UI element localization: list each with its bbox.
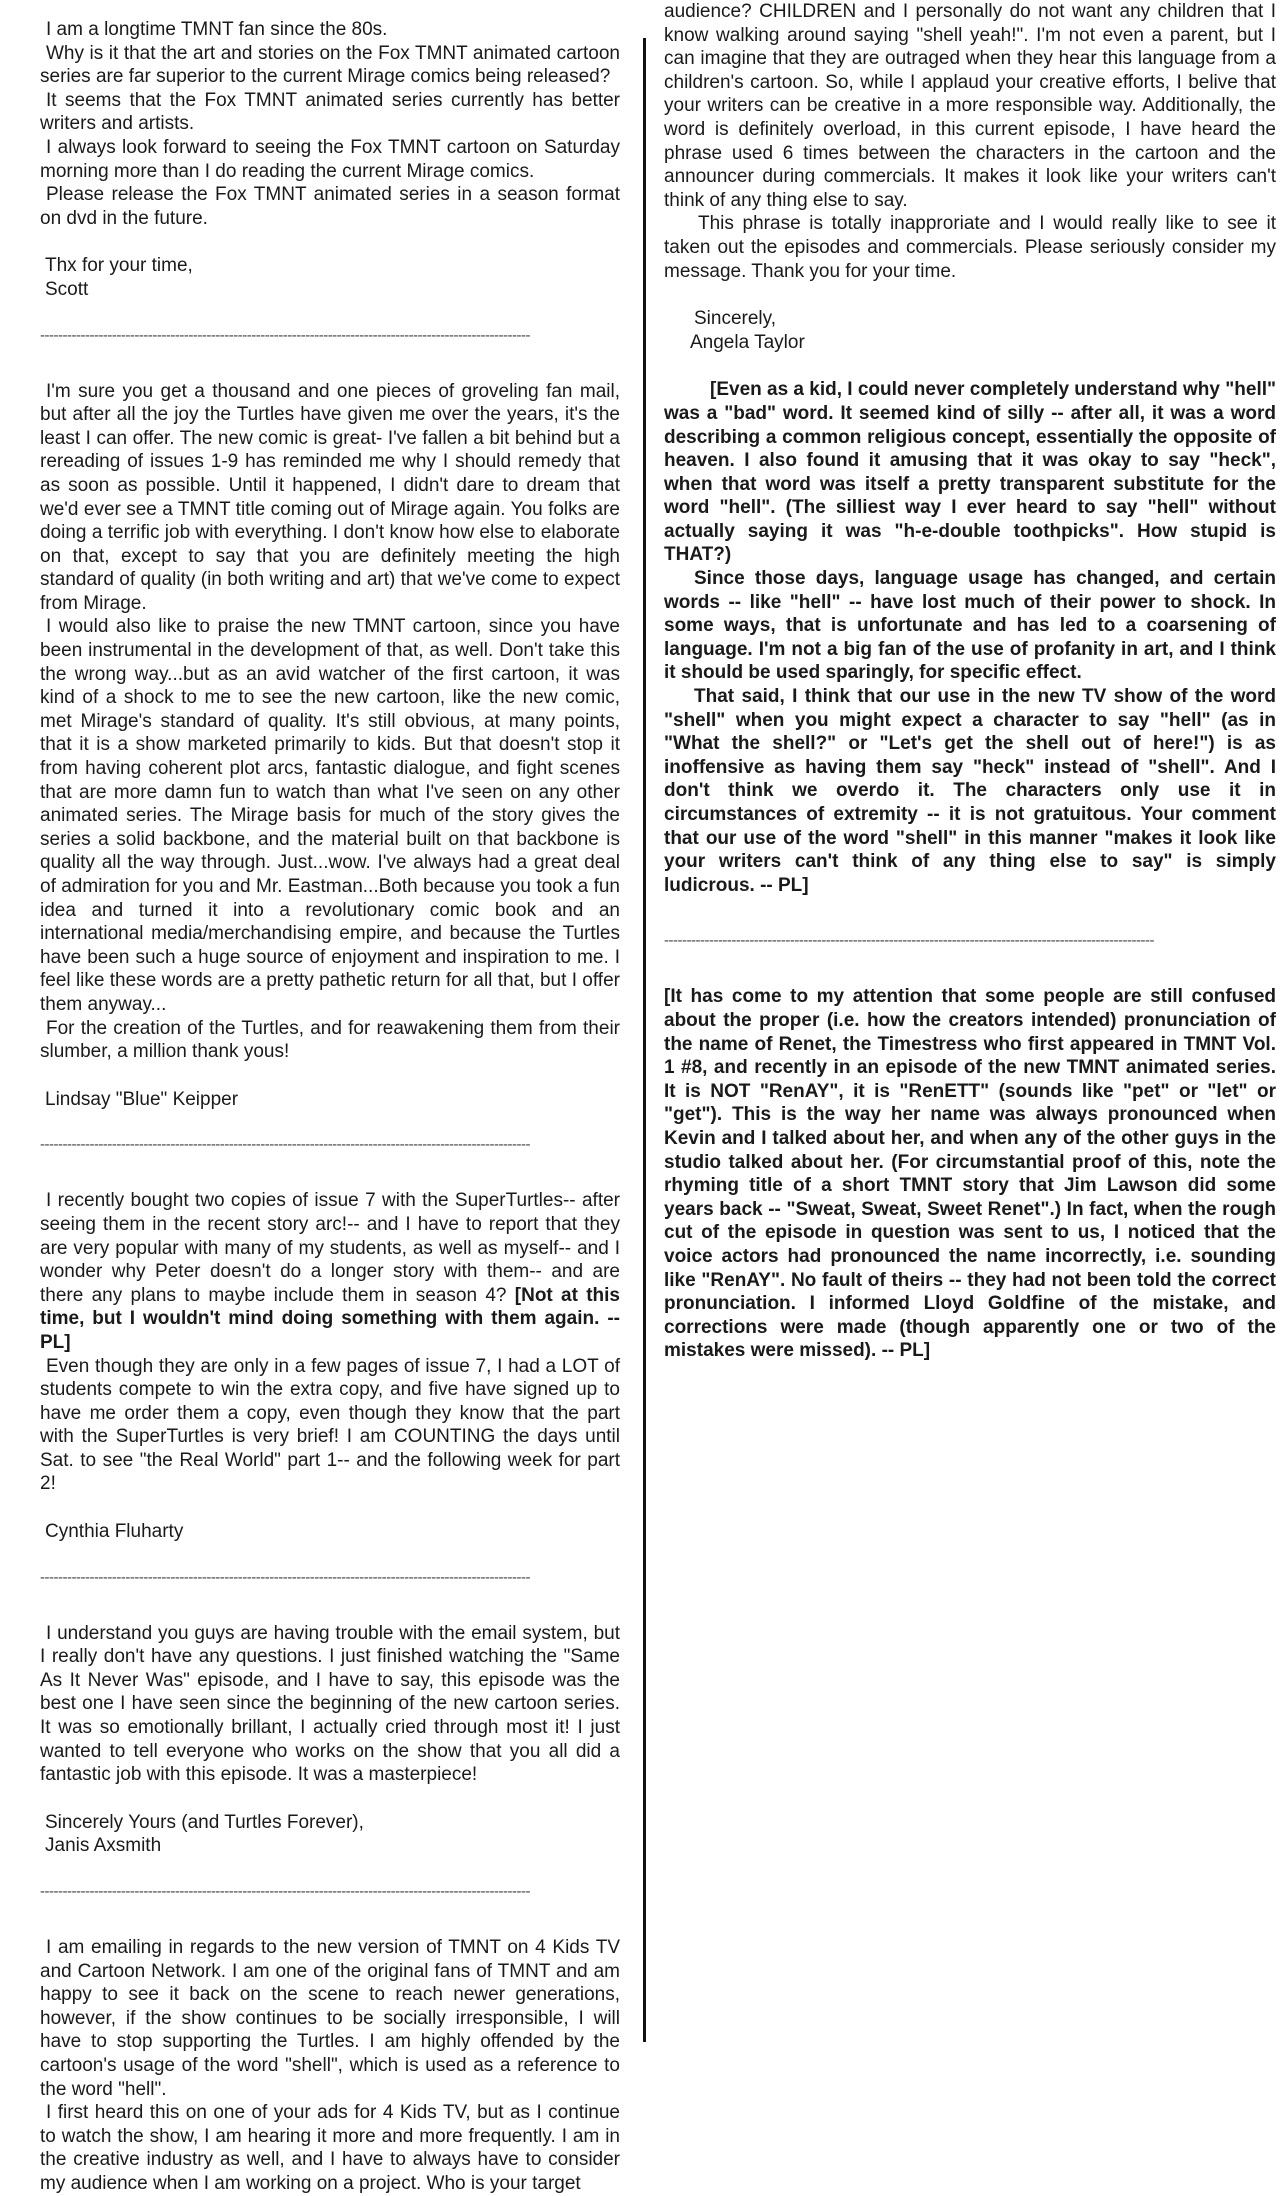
letter-paragraph: For the creation of the Turtles, and for reawakening them from their slumber, a million thank yous!: [40, 1017, 620, 1063]
letter-janis: [40, 1622, 620, 1858]
signature-line: Sincerely,: [694, 308, 777, 330]
left-column: [40, 0, 620, 2196]
letter-text: I recently bought two copies of issue 7 with the SuperTurtles-- after seeing them in the recent story arc!-- and I have to report that they are very popular with many of my students, as well as myself-- and I wonder why Peter doesn't do a longer story with them-- and are there any plans to maybe include them in season 4?: [40, 1190, 620, 1306]
letter-paragraph: I first heard this on one of your ads for 4 Kids TV, but as I continue to watch the show, I am hearing it more and more frequently. I am in the creative industry as well, and I have to always have to consider my audience when I am working on a project. Who is your target: [40, 2102, 620, 2194]
letter-paragraph: I understand you guys are having trouble with the email system, but I really don't have any questions. I just finished watching the "Same As It Never Was" episode, and I have to say, this episode was the best one I have seen since the beginning of the new cartoon series. It was so emotionally brillant, I actually cried through most it! I just wanted to tell everyone who works on the show that you all did a fantastic job with this episode. It was a masterpiece!: [40, 1622, 620, 1786]
signature-name: Scott: [45, 278, 89, 300]
letter-paragraph: I am emailing in regards to the new version of TMNT on 4 Kids TV and Cartoon Network. I am one of the original fans of TMNT and am happy to see it back on the scene to reach newer generations, however, if the show continues to be socially irresponsible, I will have to stop supporting the Turtles. I am highly offended by the cartoon's usage of the word "shell", which is used as a reference to the word "hell".: [40, 1937, 620, 2100]
editor-reply: [Not at this time, but I wouldn't mind doing something with them again. -- PL]: [40, 1284, 620, 1353]
letter-paragraph: I always look forward to seeing the Fox TMNT cartoon on Saturday morning more than I do reading the current Mirage comics.: [40, 136, 620, 182]
signature-name: Lindsay "Blue" Keipper: [45, 1088, 239, 1110]
separator: -------------------------------------------------------------------------------------------------------------: [40, 326, 530, 344]
letter-cynthia: [40, 1189, 620, 1543]
letter-lindsay: [40, 380, 620, 1112]
letter-paragraph: It seems that the Fox TMNT animated series currently has better writers and artists.: [40, 89, 620, 135]
signature-name: Cynthia Fluharty: [45, 1521, 184, 1543]
letter-paragraph: [40, 1189, 620, 1354]
reply-paragraph: Since those days, language usage has changed, and certain words -- like "hell" -- have lost much of their power to shock. In some ways, that is unfortunate and has led to a coarsening of language. I'm not a big fan of the use of profanity in art, and I think it should be used sparingly, for specific effect.: [664, 568, 1276, 684]
separator: -------------------------------------------------------------------------------------------------------------: [40, 1136, 530, 1154]
letter-paragraph: I would also like to praise the new TMNT cartoon, since you have been instrumental in the development of that, as well. Don't take this the wrong way...but as an avid watcher of the first cartoon, it was kind of a shock to me to see the new cartoon, like the new comic, met Mirage's standard of quality. It's still obvious, at many points, that it is a show marketed primarily to kids. But that doesn't stop it from having coherent plot arcs, fantastic dialogue, and fight scenes that are more damn fun to watch than what I've seen on any other animated series. The Mirage basis for much of the story gives the series a solid backbone, and the material built on that backbone is quality all the way through. Just...wow. I've always had a great deal of admiration for you and Mr. Eastman...Both because you took a fun idea and turned it into a revolutionary comic book and an international media/merchandising empire, and because the Turtles have been such a huge source of enjoyment and inspiration to me. I feel like these words are a pretty pathetic return for all that, but I offer them anyway...: [40, 616, 620, 1015]
signature-line: Sincerely Yours (and Turtles Forever),: [45, 1811, 364, 1833]
letter-angela-part2: [664, 0, 1276, 354]
letter-paragraph: I am a longtime TMNT fan since the 80s.: [46, 19, 388, 40]
letter-paragraph: Please release the Fox TMNT animated series in a season format on dvd in the future.: [40, 184, 620, 229]
letter-angela-part1: [40, 1936, 620, 2196]
editor-note-renet: [664, 985, 1276, 1363]
separator: -------------------------------------------------------------------------------------------------------------: [40, 1883, 530, 1900]
letter-paragraph: Why is it that the art and stories on the Fox TMNT animated cartoon series are far superior to the current Mirage comics being released?: [40, 42, 620, 88]
letter-paragraph: This phrase is totally inapproriate and I would really like to see it taken out the episodes and commercials. Please seriously consider my message. Thank you for your time.: [664, 213, 1276, 282]
editor-reply-hell: [664, 378, 1276, 897]
letter-scott: [40, 18, 620, 302]
signature-name: Angela Taylor: [690, 331, 805, 353]
letter-paragraph: I'm sure you get a thousand and one pieces of groveling fan mail, but after all the joy the Turtles have given me over the years, it's the least I can offer. The new comic is great- I've fallen a bit behind but a rereading of issues 1-9 has reminded me why I should remedy that as soon as possible. Until it happened, I didn't dare to dream that we'd ever see a TMNT title coming out of Mirage again. You folks are doing a terrific job with everything. I don't know how else to elaborate on that, except to say that you are definitely meeting the high standard of quality (in both writing and art) that we've come to expect from Mirage.: [40, 380, 620, 614]
separator: -------------------------------------------------------------------------------------------------------------: [40, 1568, 530, 1586]
signature-line: Thx for your time,: [45, 255, 193, 277]
reply-paragraph: That said, I think that our use in the new TV show of the word "shell" when you might expect a character to say "hell" (as in "What the shell?" or "Let's get the shell out of here!") is as inoffensive as having them say "heck" instead of "shell". And I don't think we overdo it. The characters only use it in circumstances of extremity -- it is not gratuitous. Your comment that our use of the word "shell" in this manner "makes it look like your writers can't think of any thing else to say" is simply ludicrous. -- PL]: [664, 686, 1276, 896]
letter-paragraph: Even though they are only in a few pages of issue 7, I had a LOT of students compete to win the extra copy, and five have signed up to have me order them a copy, even though they know that the part with the SuperTurtles is very brief! I am COUNTING the days until Sat. to see "the Real World" part 1-- and the following week for part 2!: [40, 1355, 620, 1495]
signature-name: Janis Axsmith: [45, 1835, 162, 1857]
separator: -------------------------------------------------------------------------------------------------------------: [664, 932, 1154, 950]
letter-paragraph: audience? CHILDREN and I personally do not want any children that I know walking around saying "shell yeah!". I'm not even a parent, but I can imagine that they are outraged when they hear this language from a children's cartoon. So, while I applaud your creative efforts, I belive that your writers can be creative in a more responsible way. Additionally, the word is definitely overload, in this current episode, I have heard the phrase used 6 times between the characters in the cartoon and the announcer during commercials. It makes it look like your writers can't think of any thing else to say.: [664, 1, 1276, 211]
column-divider: [643, 38, 646, 2042]
right-column: [664, 0, 1276, 1363]
reply-paragraph: [Even as a kid, I could never completely understand why "hell" was a "bad" word. It seemed kind of silly -- after all, it was a word describing a common religious concept, essentially the opposite of heaven. I also found it amusing that it was okay to say "heck", when that word was itself a pretty transparent substitute for the word "hell". (The silliest way I ever heard to say "hell" without actually saying it was "h-e-double toothpicks". How stupid is THAT?): [664, 379, 1277, 566]
reply-paragraph: [It has come to my attention that some people are still confused about the proper (i.e. how the creators intended) pronunciation of the name of Renet, the Timestress who first appeared in TMNT Vol. 1 #8, and recently in an episode of the new TMNT animated series. It is NOT "RenAY", it is "RenETT" (sounds like "pet" or "let" or "get"). This is the way her name was always pronounced when Kevin and I talked about her, and when any of the other guys in the studio talked about her. (For circumstantial proof of this, note the rhyming title of a short TMNT story that Jim Lawson did some years back -- "Sweat, Sweat, Sweet Renet".) In fact, when the rough cut of the episode in question was sent to us, I noticed that the voice actors had pronounced the name incorrectly, i.e. sounding like "RenAY". No fault of theirs -- they had not been told the correct pronunciation. I informed Lloyd Goldfine of the mistake, and corrections were made (though apparently one or two of the mistakes were missed). -- PL]: [664, 986, 1276, 1362]
